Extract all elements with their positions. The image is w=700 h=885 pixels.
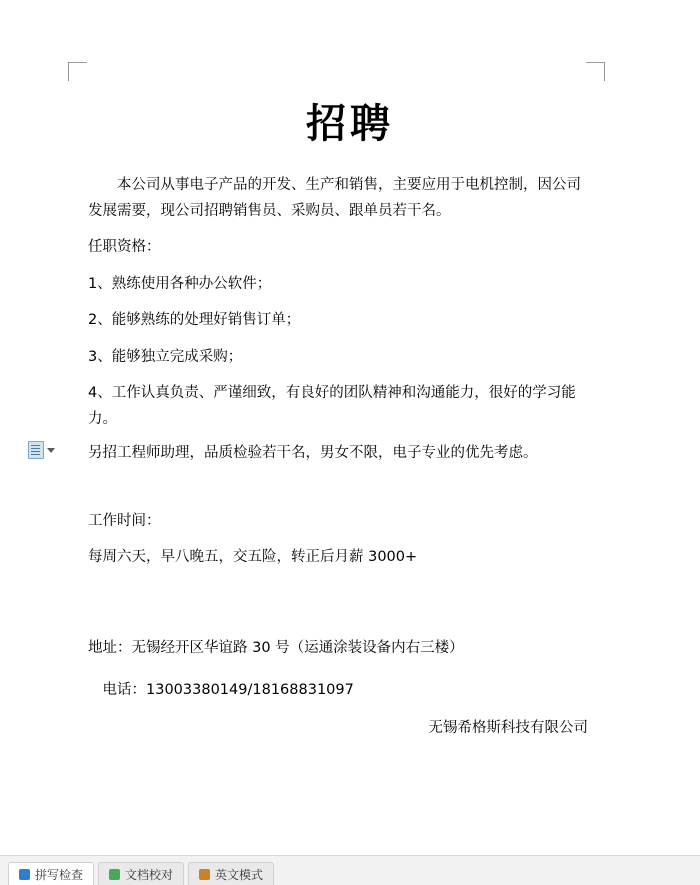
taskbar-item-label: 拼写检查 [35,867,84,882]
paragraph-intro: 本公司从事电子产品的开发、生产和销售，主要应用于电机控制，因公司发展需要，现公司招聘销售员、采购员、跟单员若干名。 [88,177,581,219]
crop-mark-top-left [68,62,87,81]
taskbar-item-spellcheck[interactable] [8,862,94,885]
taskbar-item-english-mode[interactable] [188,862,274,885]
paragraph-worktime-header: 工作时间： [88,513,161,529]
paragraph-worktime: 每周六天，早八晚五，交五险，转正后月薪 3000+ [88,549,418,565]
paragraph-item-1: 1、熟练使用各种办公软件； [88,276,272,292]
crop-mark-top-right [586,62,605,81]
paragraph-company: 无锡希格斯科技有限公司 [428,720,588,736]
page-title: 招聘 [306,101,394,147]
smart-tag-control[interactable] [28,442,64,458]
document-icon[interactable] [28,441,44,459]
lock-icon [199,869,210,880]
paragraph-item-2: 2、能够熟练的处理好销售订单； [88,312,301,328]
taskbar-item-proofread[interactable] [98,862,184,885]
paragraph-address: 地址：无锡经开区华谊路 30 号（运通涂装设备内右三楼） [88,640,464,656]
paragraph-item-4: 4、工作认真负责、严谨细致，有良好的团队精神和沟通能力，很好的学习能力。 [88,385,576,427]
paragraph-phone: 电话：13003380149/18168831097 [102,682,354,698]
taskbar [0,855,700,885]
taskbar-item-label: 英文模式 [215,867,264,882]
spellcheck-icon [19,869,30,880]
taskbar-item-label: 文档校对 [125,867,174,882]
paragraph-qualification-header: 任职资格： [88,239,161,255]
proofread-icon [109,869,120,880]
paragraph-extra: 另招工程师助理，品质检验若干名，男女不限，电子专业的优先考虑。 [88,445,538,461]
paragraph-item-3: 3、能够独立完成采购； [88,349,243,365]
caret-down-icon[interactable] [47,448,55,453]
